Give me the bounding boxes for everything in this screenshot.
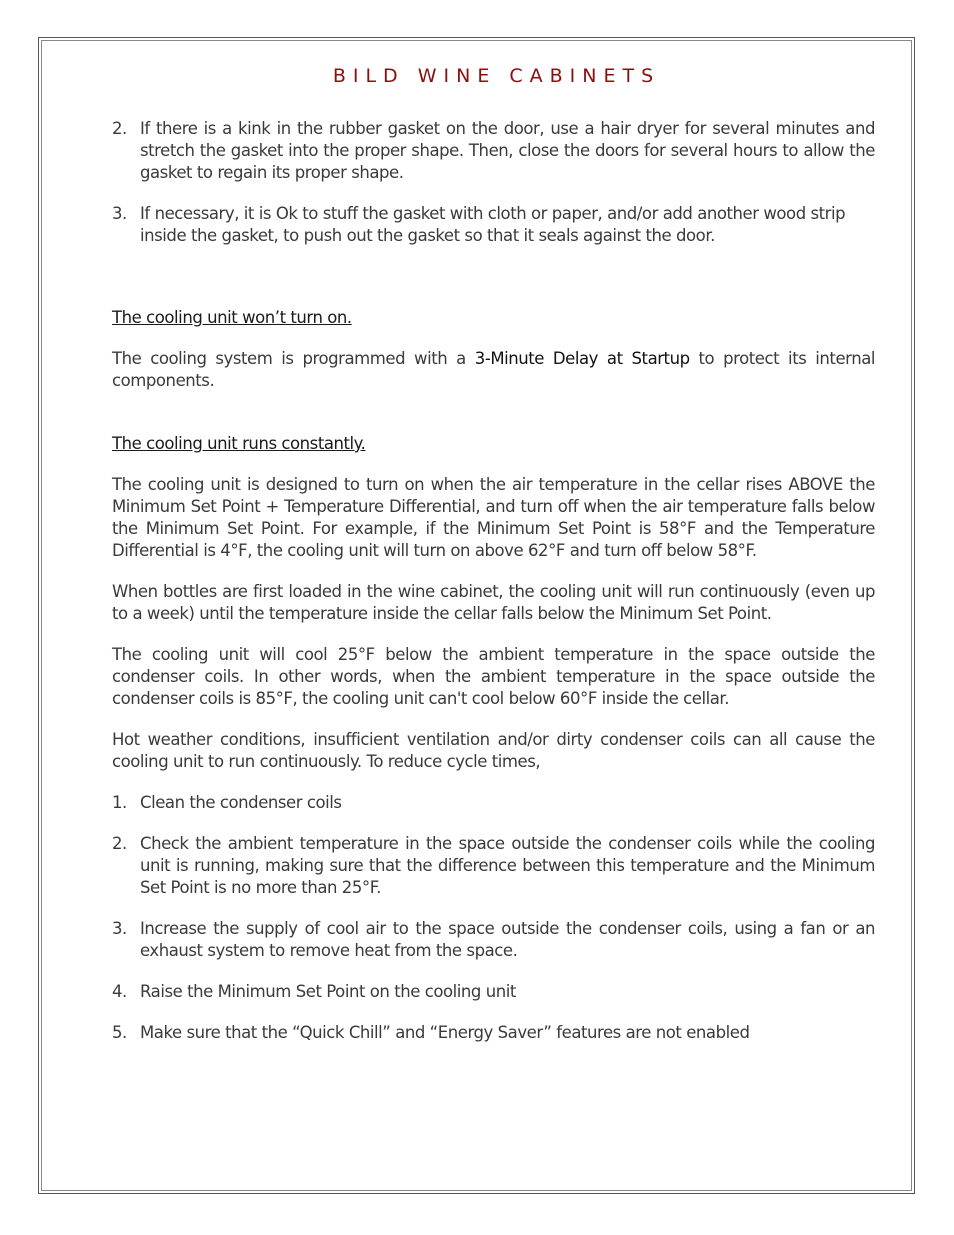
- list-item: [112, 833, 875, 899]
- list-item: [112, 1022, 875, 1044]
- list-number: 2.: [112, 834, 127, 853]
- section-heading-wont-turn-on: The cooling unit won’t turn on.: [112, 308, 352, 327]
- document-body: [112, 62, 875, 1044]
- list-text: If there is a kink in the rubber gasket on the door, use a hair dryer for several minutes and stretch the gasket into the proper shape. Then, close the doors for several hours to allow the gasket to regain its proper shape.: [140, 119, 875, 182]
- list-item: [112, 203, 875, 247]
- list-item: [112, 118, 875, 184]
- list-text: Check the ambient temperature in the space outside the condenser coils while the cooling unit is running, making sure that the difference between this temperature and the Minimum Set Point is no more than 25°F.: [140, 834, 875, 897]
- list-number: 4.: [112, 982, 127, 1001]
- list-item: [112, 981, 875, 1003]
- paragraph: The cooling unit is designed to turn on when the air temperature in the cellar rises ABOVE the Minimum Set Point + Temperature Differential, and turn off when the air temperature falls below the Minimum Set Point. For example, if the Minimum Set Point is 58°F and the Temperature Differential is 4°F, the cooling unit will turn on above 62°F and turn off below 58°F.: [112, 475, 875, 560]
- startup-delay-paragraph: [112, 348, 875, 392]
- paragraph: Hot weather conditions, insufficient ventilation and/or dirty condenser coils can all cause the cooling unit to run continuously. To reduce cycle times,: [112, 730, 875, 771]
- section-heading-runs-constantly: The cooling unit runs constantly.: [112, 434, 366, 453]
- list-text: Clean the condenser coils: [140, 793, 342, 812]
- cycle-reduction-list: [112, 792, 875, 1044]
- list-number: 5.: [112, 1023, 127, 1042]
- list-number: 3.: [112, 919, 127, 938]
- list-text: Make sure that the “Quick Chill” and “Energy Saver” features are not enabled: [140, 1023, 750, 1042]
- list-text: Increase the supply of cool air to the space outside the condenser coils, using a fan or an exhaust system to remove heat from the space.: [140, 919, 875, 960]
- list-item: [112, 918, 875, 962]
- paragraph-text: The cooling system is programmed with a: [112, 349, 475, 368]
- list-number: 1.: [112, 793, 127, 812]
- list-number: 2.: [112, 119, 127, 138]
- paragraph-text: to protect its internal components.: [112, 349, 875, 390]
- emphasis-text: 3-Minute Delay at Startup: [474, 349, 690, 368]
- list-text: If necessary, it is Ok to stuff the gasket with cloth or paper, and/or add another wood strip inside the gasket, to push out the gasket so that it seals against the door.: [140, 204, 846, 245]
- paragraph: The cooling unit will cool 25°F below the ambient temperature in the space outside the condenser coils. In other words, when the ambient temperature in the space outside the condenser coils is 85°F, the cooling unit can't cool below 60°F inside the cellar.: [112, 645, 875, 708]
- list-number: 3.: [112, 204, 127, 223]
- list-text: Raise the Minimum Set Point on the cooling unit: [140, 982, 516, 1001]
- list-item: [112, 792, 875, 814]
- gasket-steps-list: [112, 118, 875, 247]
- paragraph: When bottles are first loaded in the wine cabinet, the cooling unit will run continuously (even up to a week) until the temperature inside the cellar falls below the Minimum Set Point.: [112, 582, 875, 623]
- page-title: BILD WINE CABINETS: [332, 65, 661, 87]
